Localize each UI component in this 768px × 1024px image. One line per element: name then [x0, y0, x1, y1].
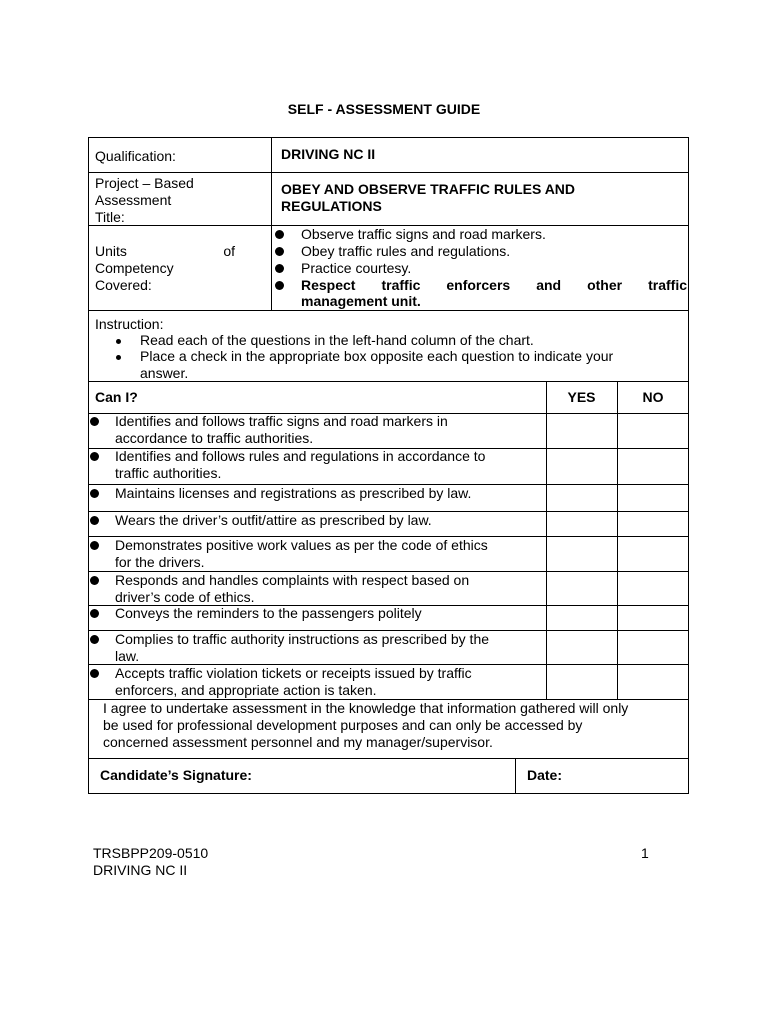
unit-item: Observe traffic signs and road markers. — [301, 226, 546, 242]
footer-code: TRSBPP209-0510 — [93, 845, 209, 861]
yes-checkbox[interactable] — [547, 414, 616, 448]
bullet-icon — [275, 247, 284, 256]
bullet-icon — [90, 489, 99, 498]
checklist-item-text: Accepts traffic violation tickets or receipts issued by traffic enforcers, and appropriate action is taken. — [115, 665, 472, 698]
page-title: SELF - ASSESSMENT GUIDE — [287, 101, 481, 117]
checklist-item-text: Demonstrates positive work values as per the code of ethics for the drivers. — [115, 537, 488, 570]
bullet-icon — [90, 576, 99, 585]
yes-checkbox[interactable] — [547, 665, 616, 699]
no-checkbox[interactable] — [618, 414, 688, 448]
bullet-icon — [116, 355, 121, 360]
unit-item: Practice courtesy. — [301, 260, 412, 276]
checklist-item-text: Identifies and follows rules and regulations in accordance to traffic authorities. — [115, 448, 486, 481]
yes-checkbox[interactable] — [547, 606, 616, 630]
no-header: NO — [642, 389, 664, 405]
candidate-signature-field[interactable] — [290, 759, 514, 793]
yes-checkbox[interactable] — [547, 572, 616, 605]
checklist-item-text: Complies to traffic authority instructions as prescribed by the law. — [115, 631, 490, 664]
no-checkbox[interactable] — [618, 572, 688, 605]
checklist-item-text: Maintains licenses and registrations as prescribed by law. — [115, 485, 472, 501]
project-label: Project – Based Assessment Title: — [95, 175, 194, 225]
no-checkbox[interactable] — [618, 485, 688, 511]
qualification-label: Qualification: — [95, 148, 176, 164]
checklist-item-text: Wears the driver’s outfit/attire as prescribed by law. — [115, 512, 432, 528]
bullet-icon — [90, 417, 99, 426]
bullet-icon — [90, 516, 99, 525]
instruction-item: Read each of the questions in the left-hand column of the chart. — [140, 332, 534, 348]
agreement-text: I agree to undertake assessment in the knowledge that information gathered will only be used for professional development purposes and can only be accessed by concerned assessment personnel and my manager/supervisor. — [103, 700, 629, 750]
checklist-item-text: Conveys the reminders to the passengers politely — [115, 605, 422, 621]
bullet-icon — [275, 230, 284, 239]
yes-checkbox[interactable] — [547, 449, 616, 484]
no-checkbox[interactable] — [618, 512, 688, 536]
project-title: OBEY AND OBSERVE TRAFFIC RULES AND REGULATIONS — [281, 181, 576, 214]
bullet-icon — [90, 635, 99, 644]
bullet-icon — [90, 669, 99, 678]
yes-checkbox[interactable] — [547, 485, 616, 511]
candidate-signature-label: Candidate’s Signature: — [100, 767, 252, 783]
footer-course: DRIVING NC II — [93, 862, 188, 878]
bullet-icon — [116, 339, 121, 344]
date-field[interactable] — [572, 759, 688, 793]
units-label: Units of Competency Covered: — [95, 243, 235, 293]
no-checkbox[interactable] — [618, 537, 688, 571]
can-i-header: Can I? — [95, 389, 138, 405]
bullet-icon — [275, 281, 284, 290]
yes-checkbox[interactable] — [547, 631, 616, 664]
instruction-label: Instruction: — [95, 316, 164, 332]
checklist-item-text: Identifies and follows traffic signs and road markers in accordance to traffic authorities. — [115, 413, 448, 446]
checklist-item-text: Responds and handles complaints with respect based on driver’s code of ethics. — [115, 572, 470, 605]
bullet-icon — [90, 609, 99, 618]
yes-checkbox[interactable] — [547, 537, 616, 571]
bullet-icon — [90, 541, 99, 550]
yes-header: YES — [567, 389, 596, 405]
bullet-icon — [275, 264, 284, 273]
instruction-item-continued: answer. — [140, 365, 189, 381]
no-checkbox[interactable] — [618, 449, 688, 484]
bullet-icon — [90, 452, 99, 461]
unit-item-continued: management unit. — [301, 293, 421, 309]
yes-checkbox[interactable] — [547, 512, 616, 536]
instruction-item: Place a check in the appropriate box opposite each question to indicate your — [140, 348, 614, 364]
no-checkbox[interactable] — [618, 631, 688, 664]
date-label: Date: — [527, 767, 563, 783]
no-checkbox[interactable] — [618, 606, 688, 630]
no-checkbox[interactable] — [618, 665, 688, 699]
qualification-value: DRIVING NC II — [281, 146, 376, 162]
page-number: 1 — [641, 845, 649, 861]
unit-item: Respect traffic enforcers and other traffic — [301, 277, 687, 293]
unit-item: Obey traffic rules and regulations. — [301, 243, 511, 259]
